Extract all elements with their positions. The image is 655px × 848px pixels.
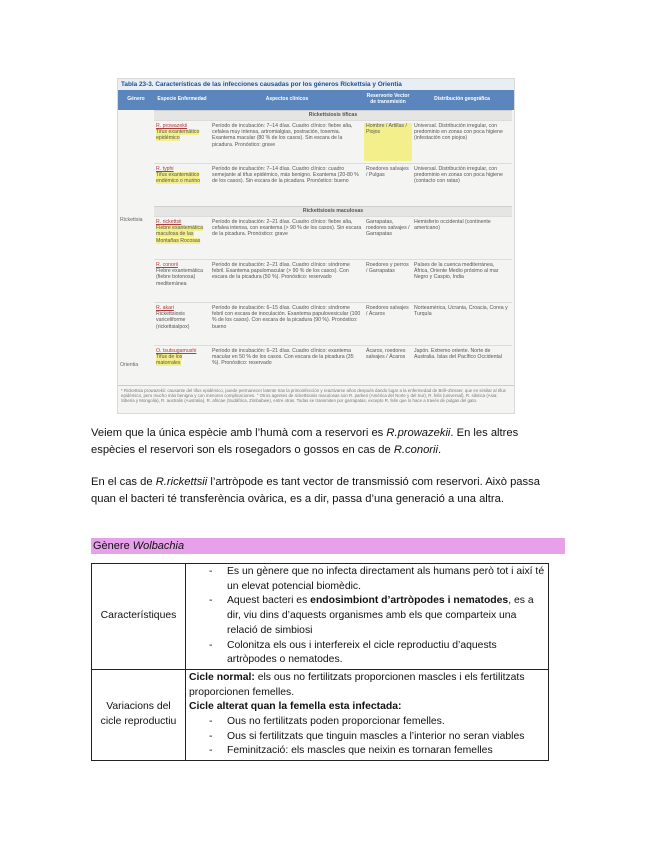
rickettsia-table-figure xyxy=(117,78,515,414)
clinical: Período de incubación: 7–14 días. Cuadro clínico: cuadro semejante al tifus epidémico, más benigno. Exantema (20-80 % de los casos). Sin escara de la picadura. Pronóstico: bueno xyxy=(212,166,359,185)
list-item xyxy=(189,639,545,668)
figure-body xyxy=(118,110,514,385)
genus-name: Wolbachia xyxy=(132,540,185,552)
figure-header-cell: Reservorio Vector de transmisión xyxy=(366,93,410,105)
disease: Tifus exantemático endémico o murino xyxy=(156,172,201,185)
figure-header-cell: Distribución geográfica xyxy=(434,96,490,103)
row-label: Característiques xyxy=(92,564,186,670)
figure-header-cell: Aspectos clínicos xyxy=(265,96,309,103)
list-item: - Ous no fertilitzats poden proporcionar femelles. xyxy=(189,715,545,730)
disease: Tifus exantemático epidémico xyxy=(156,129,200,142)
figure-footnote: * Rickettsia prowazekii: causante del tifus epidémico, puede permanecer latente tras la primoinfección y reactivarse años después dando lugar a la enfermedad de Brill–Zinsser, que es similar al tifus epidémico, pero mucho más benigna y con menores complicaciones. ° Otros agentes de rickettsiosis maculosas son R. parkeri (América del Norte y del Sur), R. felis (universal), R. sibirica (Asia: Siberia y Mongolia), R. australis (Australia), R. africae (Sudáfrica, Zimbabwe), entre otras. Todas se transmiten por garrapatas, excepto R. felis que lo hace a través de pulgas del gato. xyxy=(118,385,514,406)
text: . En les altres espècies el reservori son els rosegadors o gossos en cas de xyxy=(91,427,519,456)
species: R. rickettsii xyxy=(156,219,182,225)
text: . xyxy=(438,443,442,456)
genus-prefix: Gènere xyxy=(93,540,133,552)
species-italic: R.rickettsii xyxy=(155,476,208,488)
reservoir: Hombre / Artillas / Piojos xyxy=(364,123,412,161)
figure-section-title: Rickettsiosis maculosas xyxy=(154,206,512,216)
distribution: Países de la cuenca mediterránea, África, Oriente Medio próximo al mar Negro y Caspio, India xyxy=(414,262,499,281)
clinical: Período de incubación: 6–15 días. Cuadro clínico: síndrome febril con escara de inoculación. Exantema papulovesicular (100 % de los casos). Con escara de la picadura (90 %). Pronóstico: bueno xyxy=(212,305,361,330)
figure-row xyxy=(154,163,512,206)
figure-header-cell: Género xyxy=(127,96,145,103)
row-content xyxy=(186,564,549,670)
text: Es un gènere que no infecta directament als humans però tot i així té un elevat potencial biomèdic. xyxy=(227,566,545,592)
reservoir: Roedores salvajes / Ácaros xyxy=(366,305,409,318)
figure-rows-rickettsia xyxy=(154,110,512,345)
list-item: - Ous si fertilitzats que tinguin mascles a l’interior no seran viables xyxy=(189,730,545,745)
list-item: - Feminització: els mascles que neixin es tornaran femelles xyxy=(189,744,545,759)
clinical: Período de incubación: 7–14 días. Cuadro clínico: fiebre alta, cefalea muy intensa, artromialgias, postración, toxemia. Exantema macular (80 % de los casos). Sin escara de la picadura. Pronóstico: grave xyxy=(212,123,353,148)
text: Veiem que la única espècie amb l’humà com a reservori es xyxy=(91,427,387,439)
figure-row xyxy=(154,302,512,345)
genus-heading xyxy=(91,538,565,554)
list-item xyxy=(189,565,545,594)
species: R. conorii xyxy=(156,262,178,268)
clinical: Período de incubación: 6–21 días. Cuadro clínico: exantema macular en 50 % de los casos. Con escara de la picadura (35 %). Pronóstico: reservado xyxy=(212,348,354,367)
distribution: Universal. Distribución irregular, con predominio en zonas con poca higiene (infestación con piojos) xyxy=(414,123,503,142)
figure-genre-rickettsia: Rickettsia xyxy=(120,216,143,223)
altered-cycle-label xyxy=(189,700,545,715)
text: Colonitza els ous i interfereix el cicle reproductiu d’aquests artròpodes o nematodes. xyxy=(227,639,497,666)
text: Aquest bacteri es xyxy=(227,595,311,607)
disease: Fiebre exantemática (fiebre botonosa) mediterránea xyxy=(156,268,203,287)
figure-row xyxy=(154,345,512,384)
bold-text: Cicle normal: xyxy=(189,671,255,683)
figure-genre-orientia: Orientia xyxy=(120,361,139,368)
disease: Tifus de los matorrales xyxy=(156,354,183,367)
bold-text: endosimbiont d’artròpodes i nematodes xyxy=(310,595,509,607)
distribution: Universal. Distribución irregular, con predominio en zonas con poca higiene (contacto con ratas) xyxy=(414,166,503,185)
clinical: Período de incubación: 2–21 días. Cuadro clínico: síndrome febril. Exantema papulomacular (> 90 % de los casos). Con escara de la picadura (50 %). Pronóstico: reservado xyxy=(212,262,350,281)
distribution: Japón. Extremo oriente. Norte de Australia. Islas del Pacífico Occidental xyxy=(414,348,502,361)
reservoir: Ácaros, roedores salvajes / Ácaros xyxy=(366,348,406,361)
distribution: Norteamérica, Ucrania, Croacia, Corea y Turquía xyxy=(414,305,508,318)
row-content xyxy=(186,669,549,760)
disease: Fiebre exantemática maculosa de las Montañas Rocosas xyxy=(156,225,203,244)
text: , es a dir, viu dins d’aquests organismes amb els que comparteix una relació de simbiosi xyxy=(227,595,534,636)
figure-row xyxy=(154,259,512,302)
species: R. typhi xyxy=(156,166,174,172)
list-item xyxy=(189,594,545,638)
bold-text: Cicle alterat quan la femella esta infectada: xyxy=(189,701,402,713)
species: O. tsutsugamushi xyxy=(156,348,197,354)
paragraph-reservoir xyxy=(91,425,561,458)
row-label: Variacions del cicle reproductiu xyxy=(92,669,186,760)
clinical: Período de incubación: 2–21 días. Cuadro clínico: fiebre alta, cefalea intensa, con exantema (> 90 % de los casos). Sin escara de la picadura. Pronóstico: grave xyxy=(212,219,362,238)
reservoir: Roedores salvajes / Pulgas xyxy=(366,166,409,179)
species-italic: R.conorii xyxy=(393,443,438,456)
figure-header-row xyxy=(118,90,514,110)
figure-section-title: Rickettsiosis tíficas xyxy=(154,110,512,120)
table-row xyxy=(92,564,549,670)
text: els ous no fertilitzats proporcionen mascles i els fertilitzats proporcionen femelles. xyxy=(189,671,525,698)
distribution: Hemisferio occidental (continente americano) xyxy=(414,219,491,232)
figure-title: Tabla 23-3. Características de las infecciones causadas por los géneros Rickettsia y Orientia xyxy=(118,79,514,90)
species-italic: R.prowazekii xyxy=(386,427,451,439)
disease: Rickettsiosis variceliforme (rickettsialpox) xyxy=(156,311,190,330)
figure-row xyxy=(154,216,512,259)
figure-row xyxy=(154,120,512,163)
text: En el cas de xyxy=(91,476,156,488)
figure-header-cell: Especie Enfermedad xyxy=(157,96,207,103)
species: R. prowazekii xyxy=(156,123,188,129)
text: l’artròpode es tant vector de transmissió com reservori. Això passa quan el bacteri té transferència ovàrica, es a dir, passa d’una generació a una altra. xyxy=(91,476,540,505)
reservoir: Roedores y perros / Garrapatas xyxy=(366,262,409,275)
reservoir: Garrapatas, roedores salvajes / Garrapatas xyxy=(366,219,410,238)
figure-rows-orientia xyxy=(154,345,512,385)
normal-cycle xyxy=(189,671,545,700)
species: R. akari xyxy=(156,305,174,311)
paragraph-rickettsii xyxy=(91,474,561,507)
wolbachia-table xyxy=(91,563,549,761)
table-row xyxy=(92,669,549,760)
